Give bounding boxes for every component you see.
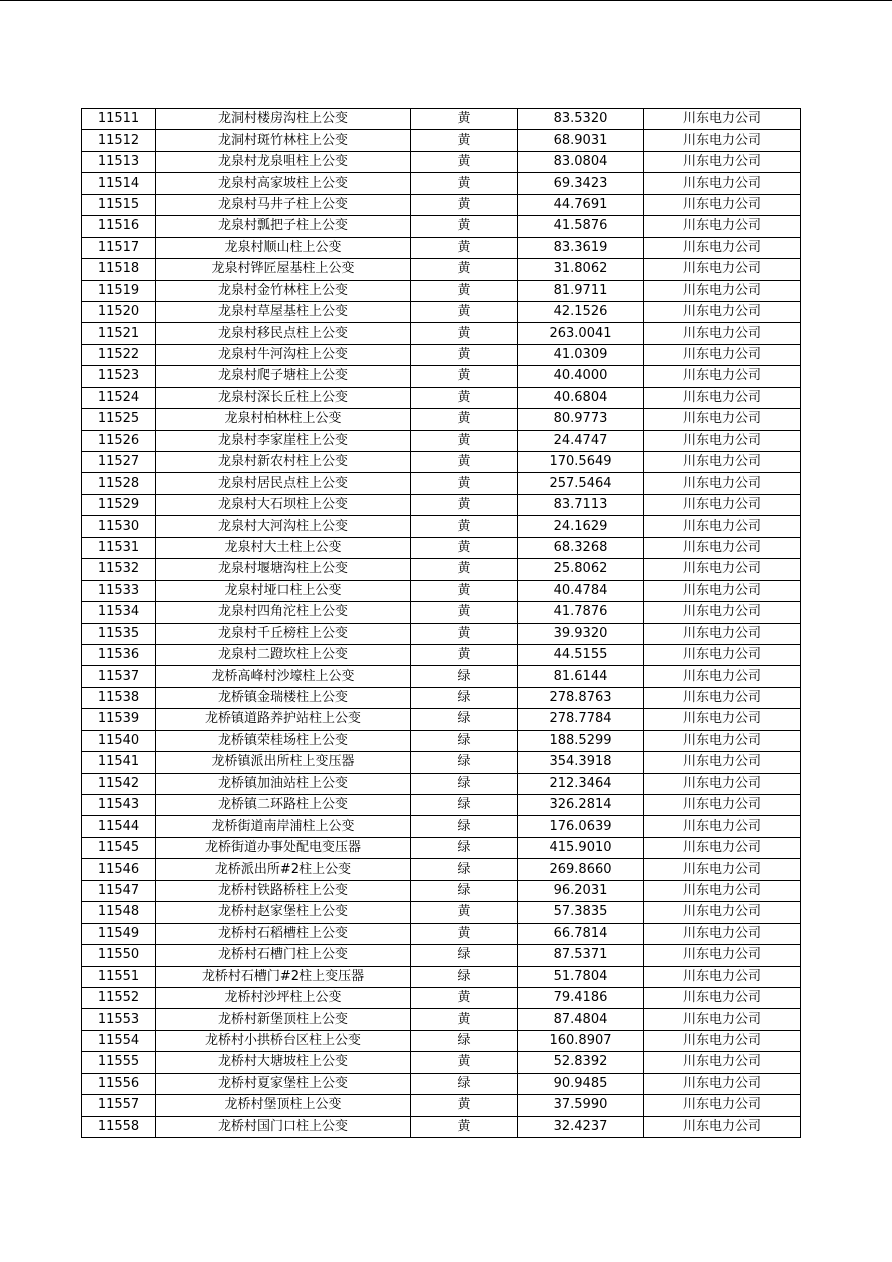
value-cell: 66.7814 xyxy=(518,923,644,944)
table-row xyxy=(82,430,801,451)
company-cell: 川东电力公司 xyxy=(644,151,801,172)
value-cell: 51.7804 xyxy=(518,966,644,987)
level-cell: 绿 xyxy=(411,966,518,987)
id-cell: 11520 xyxy=(82,301,156,322)
value-cell: 68.3268 xyxy=(518,537,644,558)
company-cell: 川东电力公司 xyxy=(644,280,801,301)
table-row xyxy=(82,1095,801,1116)
id-cell: 11557 xyxy=(82,1095,156,1116)
table-row xyxy=(82,752,801,773)
name-cell: 龙泉村垭口柱上公变 xyxy=(156,580,411,601)
id-cell: 11518 xyxy=(82,259,156,280)
value-cell: 278.8763 xyxy=(518,687,644,708)
name-cell: 龙泉村马井子柱上公变 xyxy=(156,194,411,215)
company-cell: 川东电力公司 xyxy=(644,966,801,987)
company-cell: 川东电力公司 xyxy=(644,473,801,494)
level-cell: 黄 xyxy=(411,516,518,537)
company-cell: 川东电力公司 xyxy=(644,194,801,215)
id-cell: 11537 xyxy=(82,666,156,687)
id-cell: 11547 xyxy=(82,880,156,901)
table-row xyxy=(82,344,801,365)
name-cell: 龙桥村赵家堡柱上公变 xyxy=(156,902,411,923)
name-cell: 龙泉村新农村柱上公变 xyxy=(156,452,411,473)
id-cell: 11530 xyxy=(82,516,156,537)
table-row xyxy=(82,151,801,172)
level-cell: 绿 xyxy=(411,773,518,794)
value-cell: 68.9031 xyxy=(518,130,644,151)
id-cell: 11545 xyxy=(82,837,156,858)
name-cell: 龙桥镇派出所柱上变压器 xyxy=(156,752,411,773)
company-cell: 川东电力公司 xyxy=(644,516,801,537)
level-cell: 黄 xyxy=(411,216,518,237)
table-row xyxy=(82,516,801,537)
id-cell: 11543 xyxy=(82,795,156,816)
company-cell: 川东电力公司 xyxy=(644,816,801,837)
name-cell: 龙泉村草屋基柱上公变 xyxy=(156,301,411,322)
value-cell: 263.0041 xyxy=(518,323,644,344)
table-row xyxy=(82,301,801,322)
table-row xyxy=(82,1052,801,1073)
name-cell: 龙泉村移民点柱上公变 xyxy=(156,323,411,344)
name-cell: 龙桥镇荣桂场柱上公变 xyxy=(156,730,411,751)
level-cell: 绿 xyxy=(411,816,518,837)
company-cell: 川东电力公司 xyxy=(644,1095,801,1116)
name-cell: 龙桥村夏家堡柱上公变 xyxy=(156,1073,411,1094)
id-cell: 11555 xyxy=(82,1052,156,1073)
name-cell: 龙桥村堡顶柱上公变 xyxy=(156,1095,411,1116)
value-cell: 90.9485 xyxy=(518,1073,644,1094)
company-cell: 川东电力公司 xyxy=(644,301,801,322)
level-cell: 黄 xyxy=(411,602,518,623)
value-cell: 83.0804 xyxy=(518,151,644,172)
company-cell: 川东电力公司 xyxy=(644,923,801,944)
company-cell: 川东电力公司 xyxy=(644,623,801,644)
table-row xyxy=(82,623,801,644)
value-cell: 44.7691 xyxy=(518,194,644,215)
name-cell: 龙桥镇加油站柱上公变 xyxy=(156,773,411,794)
company-cell: 川东电力公司 xyxy=(644,837,801,858)
id-cell: 11544 xyxy=(82,816,156,837)
company-cell: 川东电力公司 xyxy=(644,173,801,194)
name-cell: 龙桥镇二环路柱上公变 xyxy=(156,795,411,816)
id-cell: 11526 xyxy=(82,430,156,451)
table-row xyxy=(82,687,801,708)
level-cell: 黄 xyxy=(411,259,518,280)
level-cell: 黄 xyxy=(411,344,518,365)
level-cell: 黄 xyxy=(411,902,518,923)
level-cell: 绿 xyxy=(411,666,518,687)
name-cell: 龙泉村龙泉咀柱上公变 xyxy=(156,151,411,172)
id-cell: 11514 xyxy=(82,173,156,194)
company-cell: 川东电力公司 xyxy=(644,902,801,923)
name-cell: 龙桥高峰村沙壕柱上公变 xyxy=(156,666,411,687)
table-row xyxy=(82,259,801,280)
name-cell: 龙桥村新堡顶柱上公变 xyxy=(156,1009,411,1030)
value-cell: 25.8062 xyxy=(518,559,644,580)
id-cell: 11556 xyxy=(82,1073,156,1094)
value-cell: 415.9010 xyxy=(518,837,644,858)
value-cell: 31.8062 xyxy=(518,259,644,280)
table-body xyxy=(82,109,801,1138)
level-cell: 黄 xyxy=(411,109,518,130)
table-row xyxy=(82,709,801,730)
value-cell: 41.5876 xyxy=(518,216,644,237)
table-row xyxy=(82,409,801,430)
value-cell: 176.0639 xyxy=(518,816,644,837)
id-cell: 11542 xyxy=(82,773,156,794)
name-cell: 龙泉村李家崖柱上公变 xyxy=(156,430,411,451)
table-row xyxy=(82,602,801,623)
id-cell: 11513 xyxy=(82,151,156,172)
level-cell: 黄 xyxy=(411,452,518,473)
name-cell: 龙泉村爬子塘柱上公变 xyxy=(156,366,411,387)
level-cell: 黄 xyxy=(411,323,518,344)
value-cell: 79.4186 xyxy=(518,987,644,1008)
name-cell: 龙泉村大石坝柱上公变 xyxy=(156,494,411,515)
value-cell: 269.8660 xyxy=(518,859,644,880)
name-cell: 龙桥村石槽门柱上公变 xyxy=(156,945,411,966)
company-cell: 川东电力公司 xyxy=(644,494,801,515)
level-cell: 绿 xyxy=(411,752,518,773)
level-cell: 绿 xyxy=(411,1073,518,1094)
name-cell: 龙桥镇道路养护站柱上公变 xyxy=(156,709,411,730)
level-cell: 黄 xyxy=(411,1095,518,1116)
id-cell: 11554 xyxy=(82,1030,156,1051)
value-cell: 212.3464 xyxy=(518,773,644,794)
data-table xyxy=(81,108,801,1138)
value-cell: 83.7113 xyxy=(518,494,644,515)
name-cell: 龙泉村二蹬坎柱上公变 xyxy=(156,644,411,665)
level-cell: 黄 xyxy=(411,623,518,644)
table-row xyxy=(82,580,801,601)
id-cell: 11522 xyxy=(82,344,156,365)
company-cell: 川东电力公司 xyxy=(644,344,801,365)
company-cell: 川东电力公司 xyxy=(644,559,801,580)
name-cell: 龙泉村堰塘沟柱上公变 xyxy=(156,559,411,580)
value-cell: 87.4804 xyxy=(518,1009,644,1030)
level-cell: 黄 xyxy=(411,130,518,151)
table-row xyxy=(82,1030,801,1051)
table-row xyxy=(82,730,801,751)
company-cell: 川东电力公司 xyxy=(644,795,801,816)
level-cell: 黄 xyxy=(411,537,518,558)
level-cell: 黄 xyxy=(411,644,518,665)
id-cell: 11516 xyxy=(82,216,156,237)
value-cell: 96.2031 xyxy=(518,880,644,901)
id-cell: 11525 xyxy=(82,409,156,430)
id-cell: 11549 xyxy=(82,923,156,944)
name-cell: 龙泉村居民点柱上公变 xyxy=(156,473,411,494)
level-cell: 绿 xyxy=(411,880,518,901)
company-cell: 川东电力公司 xyxy=(644,1052,801,1073)
company-cell: 川东电力公司 xyxy=(644,1073,801,1094)
value-cell: 41.0309 xyxy=(518,344,644,365)
id-cell: 11527 xyxy=(82,452,156,473)
name-cell: 龙泉村瓢把子柱上公变 xyxy=(156,216,411,237)
id-cell: 11515 xyxy=(82,194,156,215)
level-cell: 绿 xyxy=(411,795,518,816)
level-cell: 绿 xyxy=(411,730,518,751)
id-cell: 11523 xyxy=(82,366,156,387)
id-cell: 11531 xyxy=(82,537,156,558)
table-row xyxy=(82,644,801,665)
table-row xyxy=(82,837,801,858)
id-cell: 11512 xyxy=(82,130,156,151)
name-cell: 龙桥村铁路桥柱上公变 xyxy=(156,880,411,901)
table-row xyxy=(82,945,801,966)
level-cell: 黄 xyxy=(411,173,518,194)
value-cell: 81.6144 xyxy=(518,666,644,687)
company-cell: 川东电力公司 xyxy=(644,1116,801,1137)
name-cell: 龙桥镇金瑞楼柱上公变 xyxy=(156,687,411,708)
company-cell: 川东电力公司 xyxy=(644,452,801,473)
id-cell: 11546 xyxy=(82,859,156,880)
company-cell: 川东电力公司 xyxy=(644,580,801,601)
id-cell: 11534 xyxy=(82,602,156,623)
company-cell: 川东电力公司 xyxy=(644,537,801,558)
value-cell: 80.9773 xyxy=(518,409,644,430)
name-cell: 龙泉村牛河沟柱上公变 xyxy=(156,344,411,365)
value-cell: 42.1526 xyxy=(518,301,644,322)
table-row xyxy=(82,773,801,794)
value-cell: 44.5155 xyxy=(518,644,644,665)
table-row xyxy=(82,816,801,837)
value-cell: 69.3423 xyxy=(518,173,644,194)
level-cell: 绿 xyxy=(411,709,518,730)
value-cell: 354.3918 xyxy=(518,752,644,773)
table-row xyxy=(82,537,801,558)
value-cell: 278.7784 xyxy=(518,709,644,730)
company-cell: 川东电力公司 xyxy=(644,666,801,687)
level-cell: 黄 xyxy=(411,280,518,301)
table-row xyxy=(82,366,801,387)
company-cell: 川东电力公司 xyxy=(644,323,801,344)
company-cell: 川东电力公司 xyxy=(644,644,801,665)
id-cell: 11524 xyxy=(82,387,156,408)
id-cell: 11538 xyxy=(82,687,156,708)
name-cell: 龙泉村高家坡柱上公变 xyxy=(156,173,411,194)
company-cell: 川东电力公司 xyxy=(644,709,801,730)
level-cell: 绿 xyxy=(411,687,518,708)
id-cell: 11548 xyxy=(82,902,156,923)
id-cell: 11553 xyxy=(82,1009,156,1030)
company-cell: 川东电力公司 xyxy=(644,387,801,408)
id-cell: 11551 xyxy=(82,966,156,987)
company-cell: 川东电力公司 xyxy=(644,1030,801,1051)
name-cell: 龙桥村沙坪柱上公变 xyxy=(156,987,411,1008)
id-cell: 11536 xyxy=(82,644,156,665)
company-cell: 川东电力公司 xyxy=(644,880,801,901)
company-cell: 川东电力公司 xyxy=(644,987,801,1008)
id-cell: 11511 xyxy=(82,109,156,130)
company-cell: 川东电力公司 xyxy=(644,430,801,451)
level-cell: 黄 xyxy=(411,494,518,515)
id-cell: 11521 xyxy=(82,323,156,344)
company-cell: 川东电力公司 xyxy=(644,237,801,258)
table-row xyxy=(82,666,801,687)
id-cell: 11541 xyxy=(82,752,156,773)
value-cell: 326.2814 xyxy=(518,795,644,816)
level-cell: 黄 xyxy=(411,387,518,408)
company-cell: 川东电力公司 xyxy=(644,859,801,880)
level-cell: 黄 xyxy=(411,559,518,580)
value-cell: 32.4237 xyxy=(518,1116,644,1137)
value-cell: 81.9711 xyxy=(518,280,644,301)
table-row xyxy=(82,1009,801,1030)
table-row xyxy=(82,1073,801,1094)
value-cell: 24.4747 xyxy=(518,430,644,451)
company-cell: 川东电力公司 xyxy=(644,216,801,237)
level-cell: 黄 xyxy=(411,987,518,1008)
table-row xyxy=(82,280,801,301)
table-row xyxy=(82,323,801,344)
company-cell: 川东电力公司 xyxy=(644,1009,801,1030)
value-cell: 52.8392 xyxy=(518,1052,644,1073)
name-cell: 龙泉村四角沱柱上公变 xyxy=(156,602,411,623)
name-cell: 龙泉村金竹林柱上公变 xyxy=(156,280,411,301)
value-cell: 83.3619 xyxy=(518,237,644,258)
company-cell: 川东电力公司 xyxy=(644,602,801,623)
id-cell: 11535 xyxy=(82,623,156,644)
company-cell: 川东电力公司 xyxy=(644,773,801,794)
table-row xyxy=(82,923,801,944)
level-cell: 绿 xyxy=(411,945,518,966)
company-cell: 川东电力公司 xyxy=(644,109,801,130)
name-cell: 龙泉村铧匠屋基柱上公变 xyxy=(156,259,411,280)
value-cell: 40.6804 xyxy=(518,387,644,408)
company-cell: 川东电力公司 xyxy=(644,730,801,751)
level-cell: 黄 xyxy=(411,301,518,322)
name-cell: 龙洞村斑竹林柱上公变 xyxy=(156,130,411,151)
name-cell: 龙泉村深长丘柱上公变 xyxy=(156,387,411,408)
id-cell: 11517 xyxy=(82,237,156,258)
table-row xyxy=(82,130,801,151)
level-cell: 黄 xyxy=(411,473,518,494)
level-cell: 绿 xyxy=(411,1030,518,1051)
name-cell: 龙桥村大塘坡柱上公变 xyxy=(156,1052,411,1073)
name-cell: 龙泉村顺山柱上公变 xyxy=(156,237,411,258)
id-cell: 11532 xyxy=(82,559,156,580)
name-cell: 龙桥村国门口柱上公变 xyxy=(156,1116,411,1137)
table-row xyxy=(82,902,801,923)
level-cell: 黄 xyxy=(411,409,518,430)
level-cell: 黄 xyxy=(411,923,518,944)
level-cell: 黄 xyxy=(411,151,518,172)
value-cell: 57.3835 xyxy=(518,902,644,923)
id-cell: 11533 xyxy=(82,580,156,601)
table-row xyxy=(82,795,801,816)
name-cell: 龙桥村石稻槽柱上公变 xyxy=(156,923,411,944)
name-cell: 龙洞村楼房沟柱上公变 xyxy=(156,109,411,130)
name-cell: 龙桥村石槽门#2柱上变压器 xyxy=(156,966,411,987)
name-cell: 龙桥派出所#2柱上公变 xyxy=(156,859,411,880)
value-cell: 257.5464 xyxy=(518,473,644,494)
value-cell: 160.8907 xyxy=(518,1030,644,1051)
value-cell: 83.5320 xyxy=(518,109,644,130)
value-cell: 39.9320 xyxy=(518,623,644,644)
value-cell: 40.4784 xyxy=(518,580,644,601)
name-cell: 龙泉村柏林柱上公变 xyxy=(156,409,411,430)
level-cell: 黄 xyxy=(411,580,518,601)
company-cell: 川东电力公司 xyxy=(644,945,801,966)
level-cell: 绿 xyxy=(411,837,518,858)
table-row xyxy=(82,109,801,130)
level-cell: 黄 xyxy=(411,366,518,387)
company-cell: 川东电力公司 xyxy=(644,259,801,280)
company-cell: 川东电力公司 xyxy=(644,687,801,708)
name-cell: 龙泉村千丘榜柱上公变 xyxy=(156,623,411,644)
id-cell: 11550 xyxy=(82,945,156,966)
id-cell: 11558 xyxy=(82,1116,156,1137)
value-cell: 87.5371 xyxy=(518,945,644,966)
top-border-line xyxy=(0,0,892,1)
table-row xyxy=(82,473,801,494)
id-cell: 11540 xyxy=(82,730,156,751)
level-cell: 黄 xyxy=(411,237,518,258)
name-cell: 龙泉村大河沟柱上公变 xyxy=(156,516,411,537)
table-row xyxy=(82,452,801,473)
company-cell: 川东电力公司 xyxy=(644,409,801,430)
id-cell: 11529 xyxy=(82,494,156,515)
table-row xyxy=(82,216,801,237)
id-cell: 11539 xyxy=(82,709,156,730)
name-cell: 龙桥街道南岸浦柱上公变 xyxy=(156,816,411,837)
level-cell: 黄 xyxy=(411,430,518,451)
id-cell: 11519 xyxy=(82,280,156,301)
level-cell: 黄 xyxy=(411,1116,518,1137)
level-cell: 黄 xyxy=(411,194,518,215)
value-cell: 24.1629 xyxy=(518,516,644,537)
table-row xyxy=(82,880,801,901)
id-cell: 11528 xyxy=(82,473,156,494)
table-row xyxy=(82,387,801,408)
value-cell: 37.5990 xyxy=(518,1095,644,1116)
name-cell: 龙泉村大土柱上公变 xyxy=(156,537,411,558)
value-cell: 40.4000 xyxy=(518,366,644,387)
level-cell: 黄 xyxy=(411,1009,518,1030)
table-row xyxy=(82,859,801,880)
name-cell: 龙桥街道办事处配电变压器 xyxy=(156,837,411,858)
table-row xyxy=(82,173,801,194)
id-cell: 11552 xyxy=(82,987,156,1008)
name-cell: 龙桥村小拱桥台区柱上公变 xyxy=(156,1030,411,1051)
value-cell: 188.5299 xyxy=(518,730,644,751)
level-cell: 绿 xyxy=(411,859,518,880)
level-cell: 黄 xyxy=(411,1052,518,1073)
table-row xyxy=(82,966,801,987)
value-cell: 41.7876 xyxy=(518,602,644,623)
table-row xyxy=(82,559,801,580)
value-cell: 170.5649 xyxy=(518,452,644,473)
table-row xyxy=(82,494,801,515)
table-row xyxy=(82,237,801,258)
company-cell: 川东电力公司 xyxy=(644,366,801,387)
table-row xyxy=(82,194,801,215)
table-row xyxy=(82,1116,801,1137)
company-cell: 川东电力公司 xyxy=(644,130,801,151)
table-row xyxy=(82,987,801,1008)
company-cell: 川东电力公司 xyxy=(644,752,801,773)
